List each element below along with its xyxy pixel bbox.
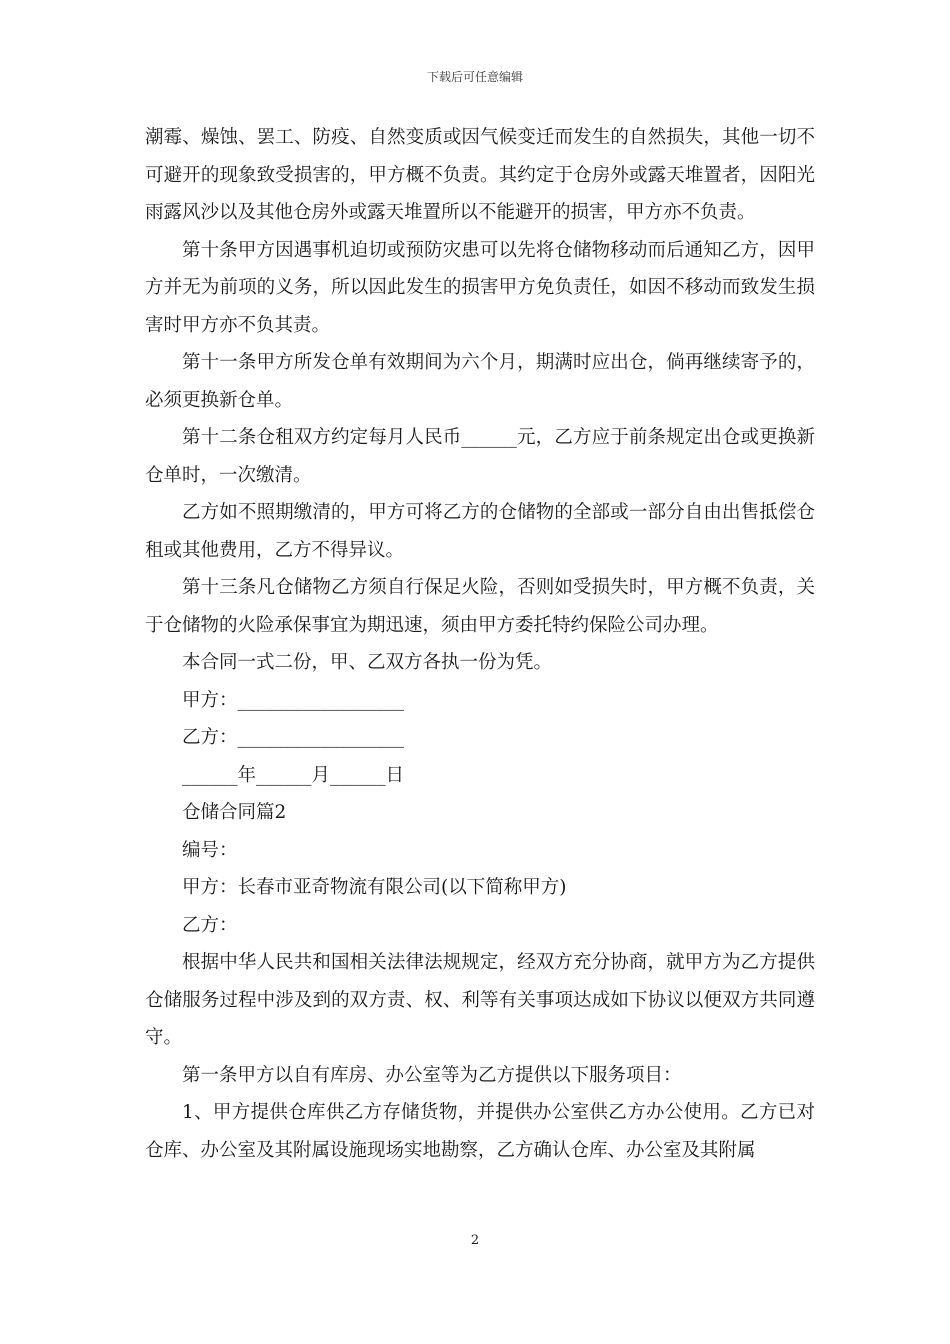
party-a-line: 甲方：长春市亚奇物流有限公司(以下简称甲方) bbox=[182, 877, 567, 898]
paragraph: 第一条甲方以自有库房、办公室等为乙方提供以下服务项目： bbox=[182, 1064, 682, 1086]
document-body bbox=[145, 119, 815, 1169]
paragraph: 第十三条凡仓储物乙方须自行保足火险，否则如受损失时，甲方概不负责，关于仓储物的火险承保事宜为期迅速，须由甲方委托特约保险公司办理。 bbox=[145, 577, 815, 636]
date-line: ______年______月______日 bbox=[182, 764, 405, 786]
contract-number: 编号： bbox=[182, 839, 238, 861]
paragraph: 根据中华人民共和国相关法律法规规定，经双方充分协商，就甲方为乙方提供仓储服务过程中涉及到的双方责、权、利等有关事项达成如下协议以便双方共同遵守。 bbox=[145, 952, 815, 1048]
paragraph: 1、甲方提供仓库供乙方存储货物，并提供办公室供乙方办公使用。乙方已对仓库、办公室及其附属设施现场实地勘察，乙方确认仓库、办公室及其附属 bbox=[145, 1102, 815, 1161]
signature-line-party-a: 甲方：__________________ bbox=[182, 689, 405, 711]
paragraph: 第十二条仓租双方约定每月人民币______元，乙方应于前条规定出仓或更换新仓单时，一次缴清。 bbox=[145, 427, 815, 486]
paragraph: 本合同一式二份，甲、乙双方各执一份为凭。 bbox=[182, 652, 553, 673]
signature-line-party-b: 乙方：__________________ bbox=[182, 727, 405, 748]
section-title: 仓储合同篇2 bbox=[182, 802, 287, 823]
paragraph: 第十一条甲方所发仓单有效期间为六个月，期满时应出仓，倘再继续寄予的，必须更换新仓单。 bbox=[145, 352, 815, 411]
paragraph: 潮霉、燥蚀、罢工、防疫、自然变质或因气候变迁而发生的自然损失，其他一切不可避开的现象致受损害的，甲方概不负责。其约定于仓房外或露天堆置者，因阳光雨露风沙以及其他仓房外或露天堆置所以不能避开的损害，甲方亦不负责。 bbox=[145, 127, 815, 223]
party-b-line: 乙方： bbox=[182, 914, 238, 936]
page-header-note: 下载后可任意编辑 bbox=[426, 70, 523, 84]
paragraph: 第十条甲方因遇事机迫切或预防灾患可以先将仓储物移动而后通知乙方，因甲方并无为前项的义务，所以因此发生的损害甲方免负责任，如因不移动而致发生损害时甲方亦不负其责。 bbox=[145, 239, 815, 336]
page-number: 2 bbox=[470, 1233, 480, 1248]
paragraph: 乙方如不照期缴清的，甲方可将乙方的仓储物的全部或一部分自由出售抵偿仓租或其他费用，乙方不得异议。 bbox=[145, 502, 815, 561]
